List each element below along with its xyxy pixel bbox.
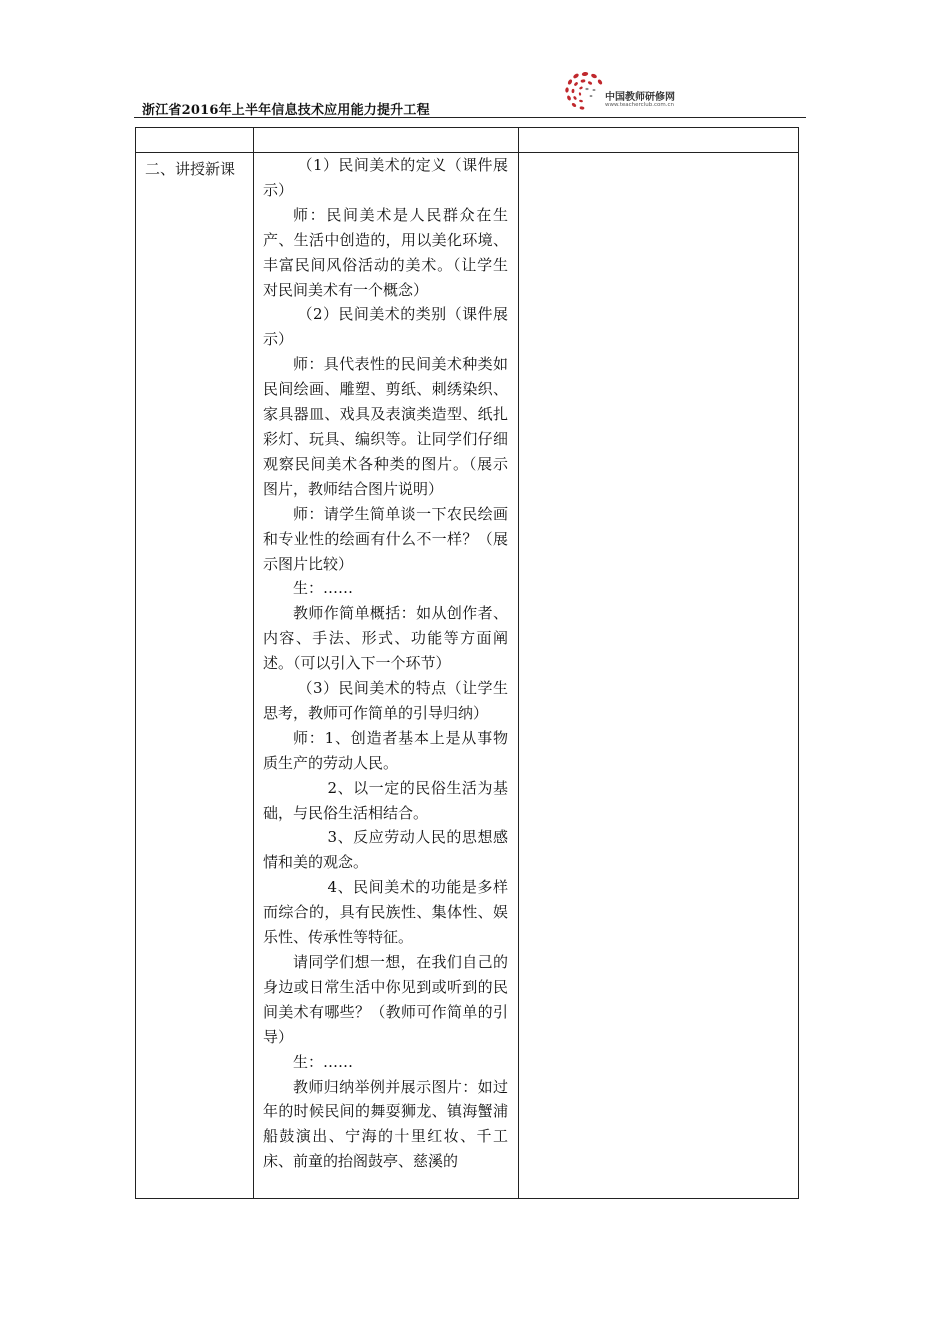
table-cell	[519, 128, 799, 153]
lesson-paragraph: （1）民间美术的定义（课件展示）	[263, 156, 508, 199]
lesson-paragraph: （3）民间美术的特点（让学生思考，教师可作简单的引导归纳）	[263, 679, 508, 722]
lesson-paragraph: 生：……	[293, 1052, 354, 1071]
lesson-plan-table	[135, 127, 799, 1199]
teacherclub-logo	[561, 68, 721, 114]
notes-cell	[519, 153, 799, 1199]
logo-name: 中国教师研修网	[605, 92, 675, 103]
lesson-paragraph: 2、以一定的民俗生活为基础，与民俗生活相结合。	[263, 778, 508, 822]
header-divider	[134, 117, 806, 118]
table-cell	[254, 128, 519, 153]
header-title: 浙江省2016年上半年信息技术应用能力提升工程	[142, 103, 430, 118]
lesson-paragraph: 师：1、创造者基本上是从事物质生产的劳动人民。	[263, 728, 508, 772]
table-cell	[136, 128, 254, 153]
table-row	[136, 128, 799, 153]
lesson-paragraph: 4、民间美术的功能是多样而综合的，具有民族性、集体性、娱乐性、传承性等特征。	[263, 878, 508, 947]
lesson-paragraph: （2）民间美术的类别（课件展示）	[263, 305, 508, 349]
lesson-content-cell	[254, 153, 519, 1199]
lesson-paragraph: 生：……	[293, 579, 354, 598]
lesson-paragraph: 教师作简单概括：如从创作者、内容、手法、形式、功能等方面阐述。（可以引入下一个环节）	[263, 604, 508, 673]
logo-mark-icon	[561, 68, 609, 114]
lesson-paragraph: 师：请学生简单谈一下农民绘画和专业性的绘画有什么不一样？（展示图片比较）	[263, 504, 508, 573]
lesson-paragraph: 3、反应劳动人民的思想感情和美的观念。	[263, 828, 508, 872]
lesson-paragraph: 师：民间美术是人民群众在生产、生活中创造的，用以美化环境、丰富民间风俗活动的美术。（让学生对民间美术有一个概念）	[263, 205, 508, 299]
lesson-paragraph: 师：具代表性的民间美术种类如民间绘画、雕塑、剪纸、刺绣染织、家具器皿、戏具及表演类造型、纸扎彩灯、玩具、编织等。让同学们仔细观察民间美术各种类的图片。（展示图片，教师结合图片说明）	[263, 355, 508, 498]
table-row	[136, 153, 799, 1199]
lesson-paragraph: 教师归纳举例并展示图片：如过年的时候民间的舞耍狮龙、镇海蟹浦船鼓演出、宁海的十里红妆、千工床、前童的抬阁鼓亭、慈溪的	[263, 1077, 508, 1171]
logo-url: www.teacherclub.com.cn	[605, 102, 674, 108]
lesson-paragraph: 请同学们想一想，在我们自己的身边或日常生活中你见到或听到的民间美术有哪些？（教师可作简单的引导）	[263, 953, 508, 1046]
section-label: 二、讲授新课	[136, 153, 254, 1199]
